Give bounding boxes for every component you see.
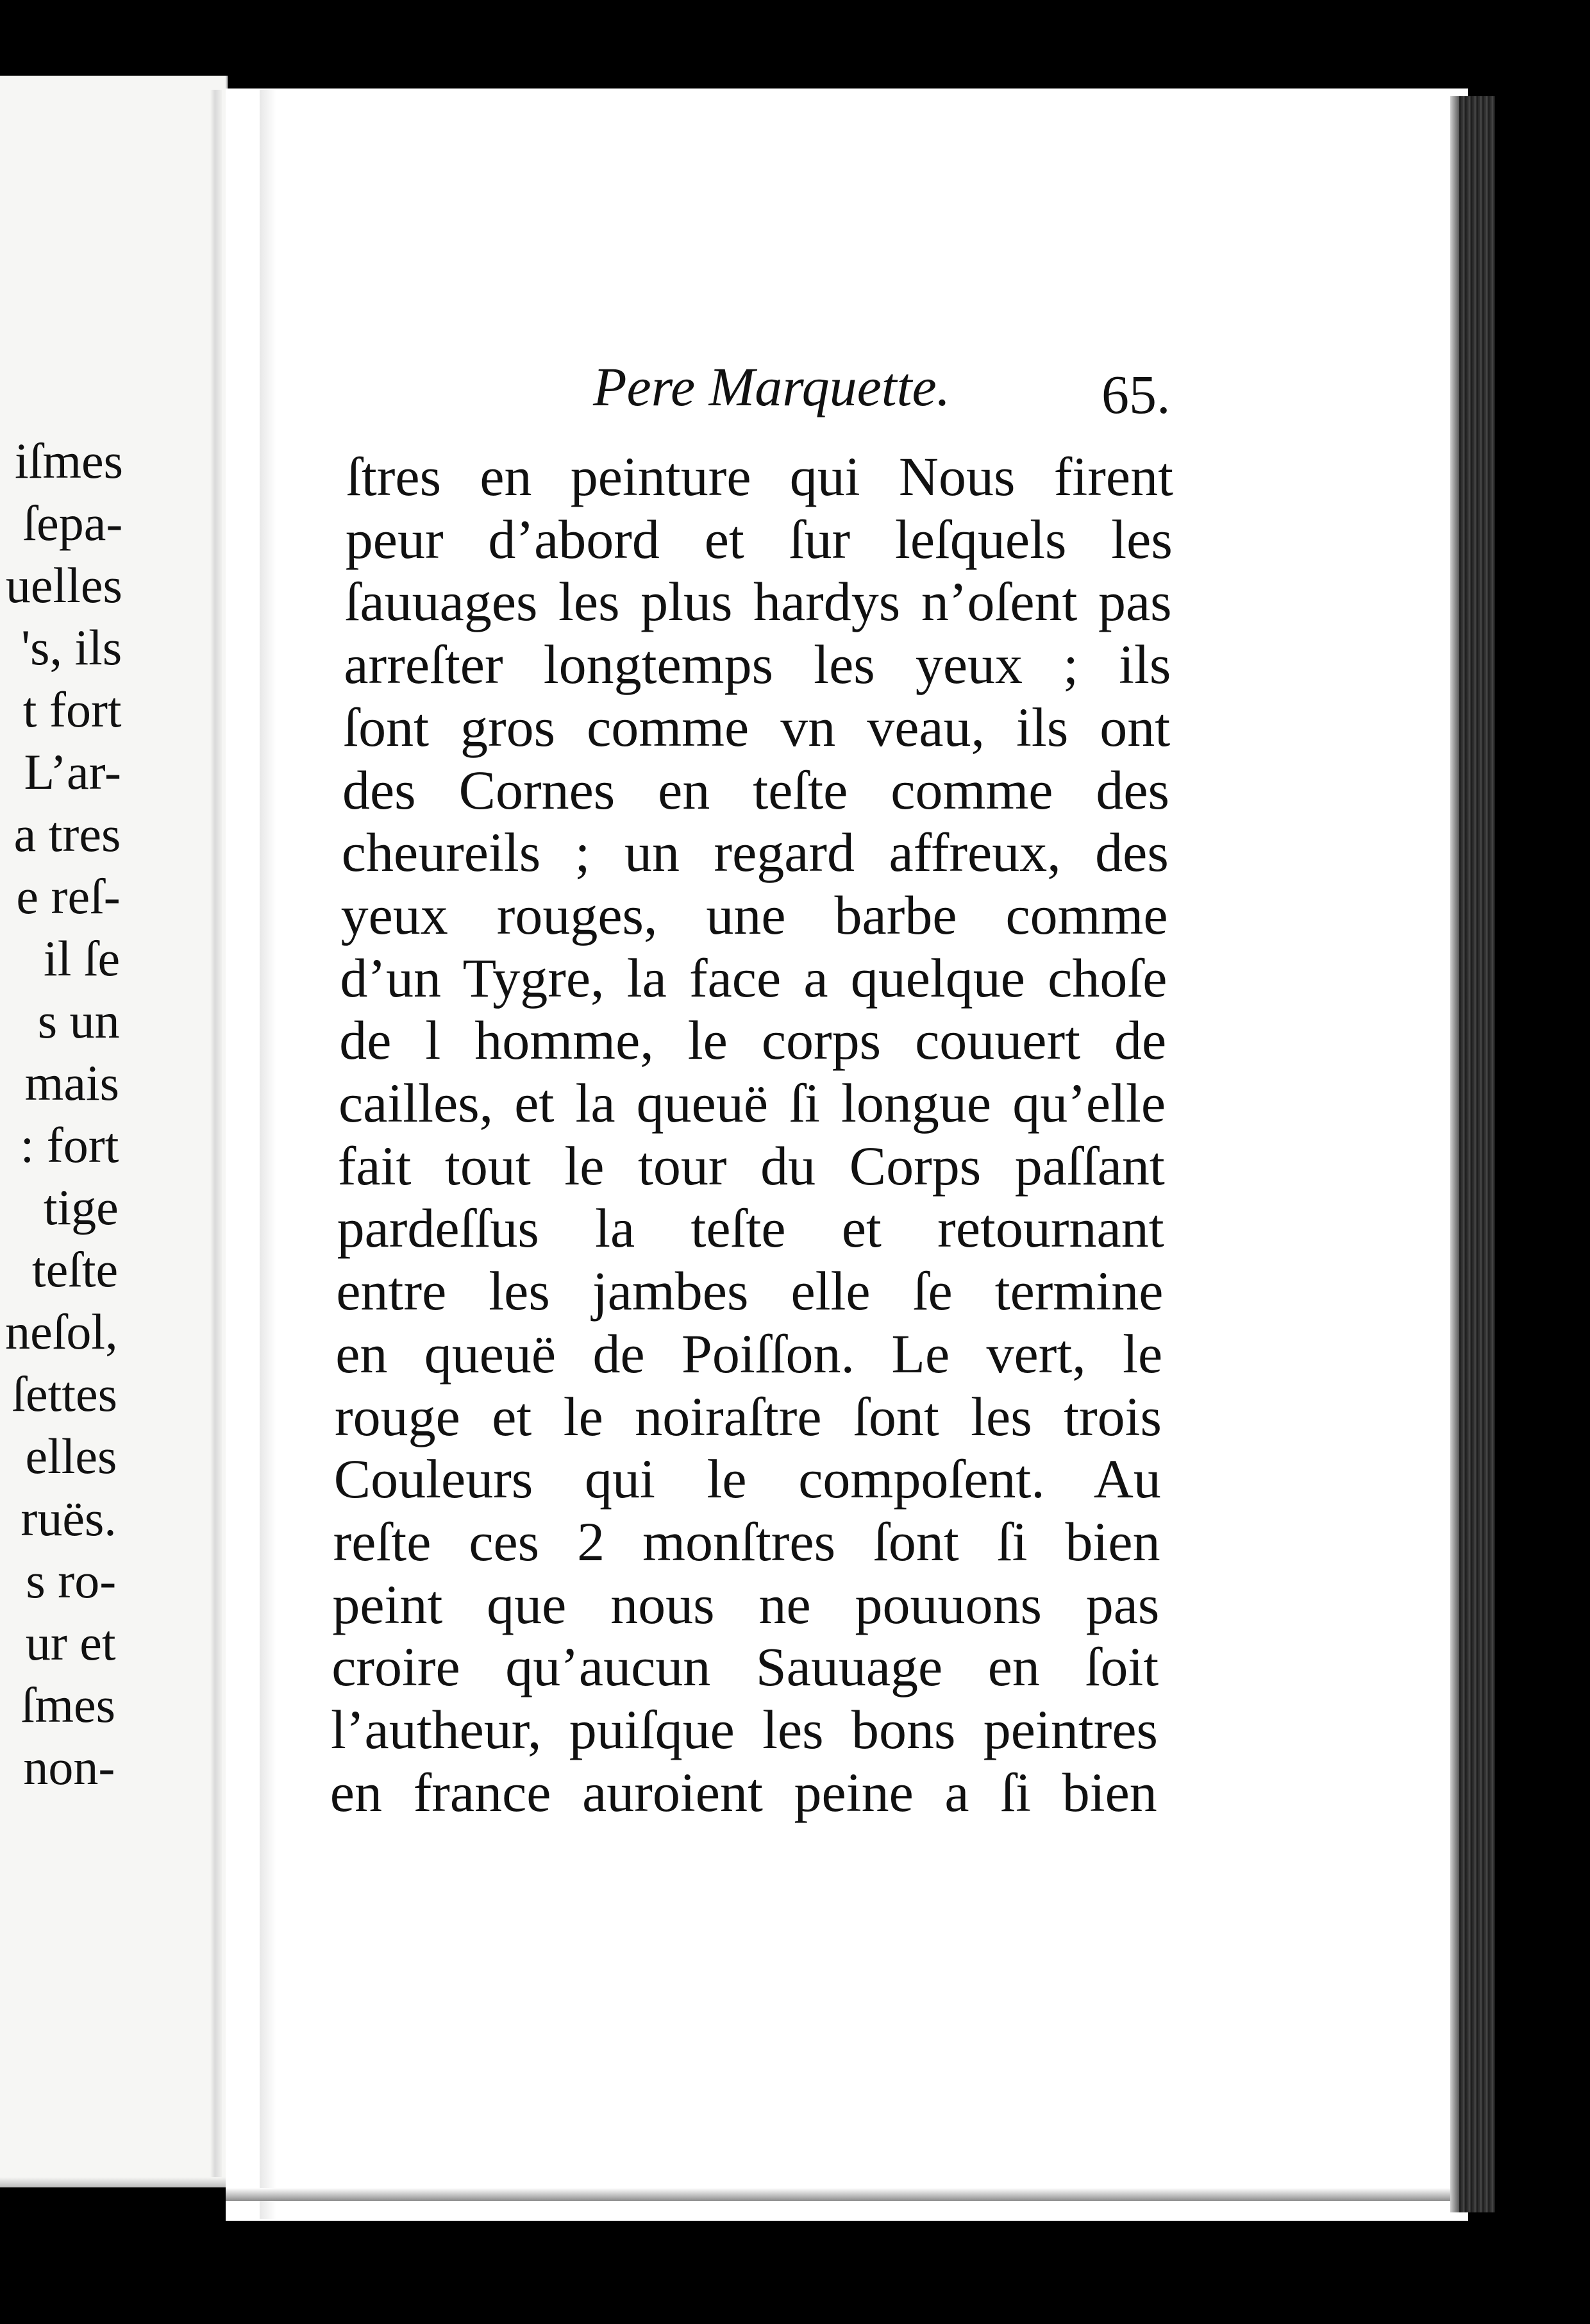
right-page-shadow: [260, 90, 276, 2219]
left-page-fragment: 's, ils: [21, 619, 122, 675]
text-line: en france auroient peine a ſi bien: [330, 1761, 1157, 1823]
text-line: rouge et le noiraſtre ſont les trois: [335, 1385, 1162, 1447]
text-line: reſte ces 2 monſtres ſont ſi bien: [333, 1510, 1160, 1572]
left-page-bottom-edge: [0, 2177, 226, 2187]
text-line: en queuë de Poiſſon. Le vert, le: [335, 1322, 1163, 1385]
left-page-fragment: iſmes: [15, 433, 123, 489]
text-line: croire qu’aucun Sauuage en ſoit: [331, 1636, 1159, 1698]
left-page-fragment: mais: [24, 1055, 119, 1111]
text-line: ſtres en peinture qui Nous firent: [346, 446, 1173, 507]
left-page-fragment: ſettes: [12, 1366, 117, 1422]
text-line: l’autheur, puiſque les bons peintres: [331, 1699, 1158, 1760]
text-line: yeux rouges, une barbe comme: [340, 884, 1168, 946]
text-line: entre les jambes elle ſe termine: [336, 1260, 1164, 1322]
text-line: peint que nous ne pouuons pas: [332, 1573, 1160, 1635]
left-page-fragment: uelles: [5, 557, 122, 613]
left-page-fragment: non-: [23, 1739, 115, 1795]
text-line: arreſter longtemps les yeux ; ils: [344, 634, 1171, 696]
left-page-fragment: ſepa-: [22, 495, 123, 551]
left-page-fragment: ur et: [25, 1615, 116, 1671]
text-line: cailles, et la queuë ſi longue qu’elle: [339, 1072, 1166, 1134]
left-page-fragment: s ro-: [26, 1553, 117, 1608]
left-page-fragment: e reſ-: [16, 868, 121, 924]
text-line: Couleurs qui le compoſent. Au: [333, 1448, 1161, 1510]
text-line: d’un Tygre, la face a quelque choſe: [340, 947, 1167, 1009]
text-line: ſont gros comme vn veau, ils ont: [343, 696, 1171, 758]
left-page-fragment: neſol,: [5, 1304, 118, 1360]
text-line: peur d’abord et ſur leſquels les: [345, 508, 1173, 570]
left-page-fragment: il ſe: [44, 930, 121, 986]
left-page-fragment: L’ar-: [24, 744, 121, 800]
left-page-fragment: : fort: [20, 1117, 119, 1173]
fore-edge-highlight: [1450, 96, 1459, 2212]
text-line: des Cornes en teſte comme des: [342, 759, 1169, 821]
left-page-fragment: teſte: [31, 1242, 119, 1297]
text-line: cheureils ; un regard affreux, des: [341, 821, 1169, 884]
text-line: ſauuages les plus hardys n’oſent pas: [344, 571, 1172, 633]
left-page-fragment: t fort: [22, 682, 122, 737]
left-page-fragment: elles: [25, 1428, 117, 1484]
running-title: Pere Marquette.: [593, 356, 951, 417]
text-line: fait tout le tour du Corps paſſant: [337, 1134, 1165, 1197]
left-page-fragment: ſmes: [21, 1677, 115, 1733]
text-line: pardeſſus la teſte et retournant: [337, 1197, 1164, 1259]
left-page-fragment: ruës.: [21, 1490, 117, 1546]
page-number: 65.: [1101, 364, 1171, 425]
right-page-bottom-edge: [226, 2188, 1468, 2201]
gutter: [210, 90, 222, 2180]
text-line: de l homme, le corps couuert de: [339, 1009, 1167, 1072]
left-page-fragment: a tres: [13, 806, 121, 862]
left-page-fragment: tige: [43, 1179, 119, 1235]
left-page-fragment: s un: [37, 993, 120, 1048]
